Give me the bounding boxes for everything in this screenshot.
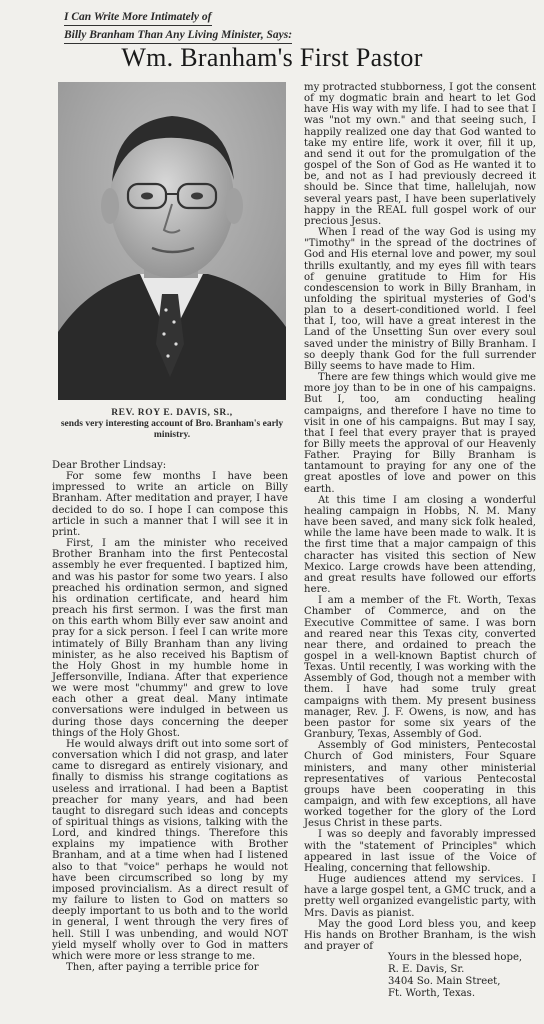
paragraph: I am a member of the Ft. Worth, Texas Chamber of Commerce, and on the Executive Committee of same. I was born and reared near this Texas city, converted near there, and ordained to preach the gospel in a well-known Baptist church of Texas. Until recently, I was working with the Assembly of God, though not a member with them. I have had some truly great campaigns with them. My present business manager, Rev. J. F. Owens, is now, and has been pastor for some six years of the Granbury, Texas, Assembly of God. — [304, 595, 536, 741]
paragraph-continued: my protracted stubborness, I got the consent of my dogmatic brain and heart to let God have His way with my life. I had to see that I was "not my own." and that seeing such, I happily realized one day that God wanted to take my entire life, work it over, fill it up, and send it out for the promulgation of the gospel of the Son of God as He wanted it to be, and not as I had previously decreed it should be. Since that time, hallelujah, now several years past, I have been superlatively happy in the REAL full gospel work of our precious Jesus. — [304, 82, 536, 227]
caption-text: sends very interesting account of Bro. Branham's early ministry. — [60, 419, 284, 440]
paragraph: For some few months I have been impressed to write an article on Billy Branham. After meditation and prayer, I have decided to do so. I hope I can compose this article in such a manner that I will see it in print. — [52, 471, 288, 538]
kicker-line-2: Billy Branham Than Any Living Minister, Says: — [64, 28, 292, 44]
portrait-photo — [58, 82, 286, 400]
article-left-column — [52, 460, 288, 973]
paragraph: He would always drift out into some sort of conversation which I did not grasp, and later came to disregard as entirely visionary, and finally to dismiss his strange cogitations as useless and irrational. I had been a Baptist preacher for many years, and had been taught to disregard such ideas and concepts of spiritual things as visions, talking with the Lord, and kindred things. Therefore this explains my impatience with Brother Branham, and at a time when had I listened also to that "voice" perhaps he would not have been circumscribed so long by my imposed provincialism. As a direct result of my failure to listen to God on matters so deeply important to us both and to the world in general, I went through the very fires of hell. Still I was unbending, and would NOT yield myself wholly over to God in matters which were more or less strange to me. — [52, 738, 288, 962]
photo-caption — [58, 408, 286, 441]
letter-salutation: Dear Brother Lindsay: — [52, 460, 167, 471]
article-right-column — [304, 82, 536, 1000]
signature-closing: Yours in the blessed hope, — [388, 952, 523, 964]
paragraph: At this time I am closing a wonderful healing campaign in Hobbs, N. M. Many have been saved, and many sick folk healed, while the lame have been made to walk. It is the first time that a major campaign of this character has visited this section of New Mexico. Large crowds have been attending, and great results have followed our efforts here. — [304, 494, 536, 596]
signature-block — [304, 952, 536, 1000]
kicker-line-1: I Can Write More Intimately of — [64, 10, 212, 26]
paragraph: I was so deeply and favorably impressed with the "statement of Principles" which appeared in last issue of the Voice of Healing, concerning that fellowship. — [304, 829, 536, 874]
paragraph: Then, after paying a terrible price for — [66, 962, 259, 974]
caption-name: REV. ROY E. DAVIS, SR., — [111, 408, 233, 418]
signature-city: Ft. Worth, Texas. — [388, 988, 476, 1000]
paragraph: When I read of the way God is using my "Timothy" in the spread of the doctrines of God and His eternal love and power, my soul thrills exultantly, and my eyes fill with tears of genuine gratitude to Him for His condescension to work in Billy Branham, in unfolding the spiritual mysteries of God's plan to a desert-conditioned world. I feel that I, too, will have a great interest in the Land of the Unsetting Sun over every soul saved under the ministry of Billy Branham. I so deeply thank God for the full surrender Billy seems to have made to Him. — [304, 227, 536, 372]
portrait-illustration — [58, 82, 286, 400]
paragraph: Assembly of God ministers, Pentecostal Church of God ministers, Four Square ministers, and many other ministerial representatives of various Pentecostal groups have been cooperating in this campaign, and with few exceptions, all have worked together for the glory of the Lord Jesus Christ in these parts. — [304, 740, 536, 830]
paragraph: First, I am the minister who received Brother Branham into the first Pentecostal assembly he ever frequented. I baptized him, and was his pastor for some two years. I also preached his ordination sermon, and signed his ordination certificate, and heard him preach his first sermon. I was the first man on this earth whom Billy ever saw anoint and pray for a sick person. I feel I can write more intimately of Billy Branham than any living minister, as he also received his Baptism of the Holy Ghost in my humble home in Jeffersonville, Indiana. After that experience we were most "chummy" and grew to love each other a great deal. Many intimate conversations were indulged in between us during those days concerning the deeper things of the Holy Ghost. — [52, 538, 288, 739]
signature-name: R. E. Davis, Sr. — [388, 964, 465, 976]
paragraph: May the good Lord bless you, and keep His hands on Brother Branham, is the wish and prayer of — [304, 918, 536, 953]
headline: Wm. Branham's First Pastor — [121, 43, 423, 72]
kicker — [64, 10, 292, 46]
signature-street: 3404 So. Main Street, — [388, 976, 501, 988]
paragraph: There are few things which would give me more joy than to be in one of his campaigns. But I, too, am conducting healing campaigns, and therefore I have no time to visit in one of his campaigns. But may I say, that I feel that every prayer that is prayed for Billy meets the approval of our Heavenly Father. Praying for Billy Branham is tantamount to praying for any one of the great apostles of love and power on this earth. — [304, 372, 536, 495]
paragraph: Huge audiences attend my services. I have a large gospel tent, a GMC truck, and a pretty well organized evangelistic party, with Mrs. Davis as pianist. — [304, 874, 536, 919]
